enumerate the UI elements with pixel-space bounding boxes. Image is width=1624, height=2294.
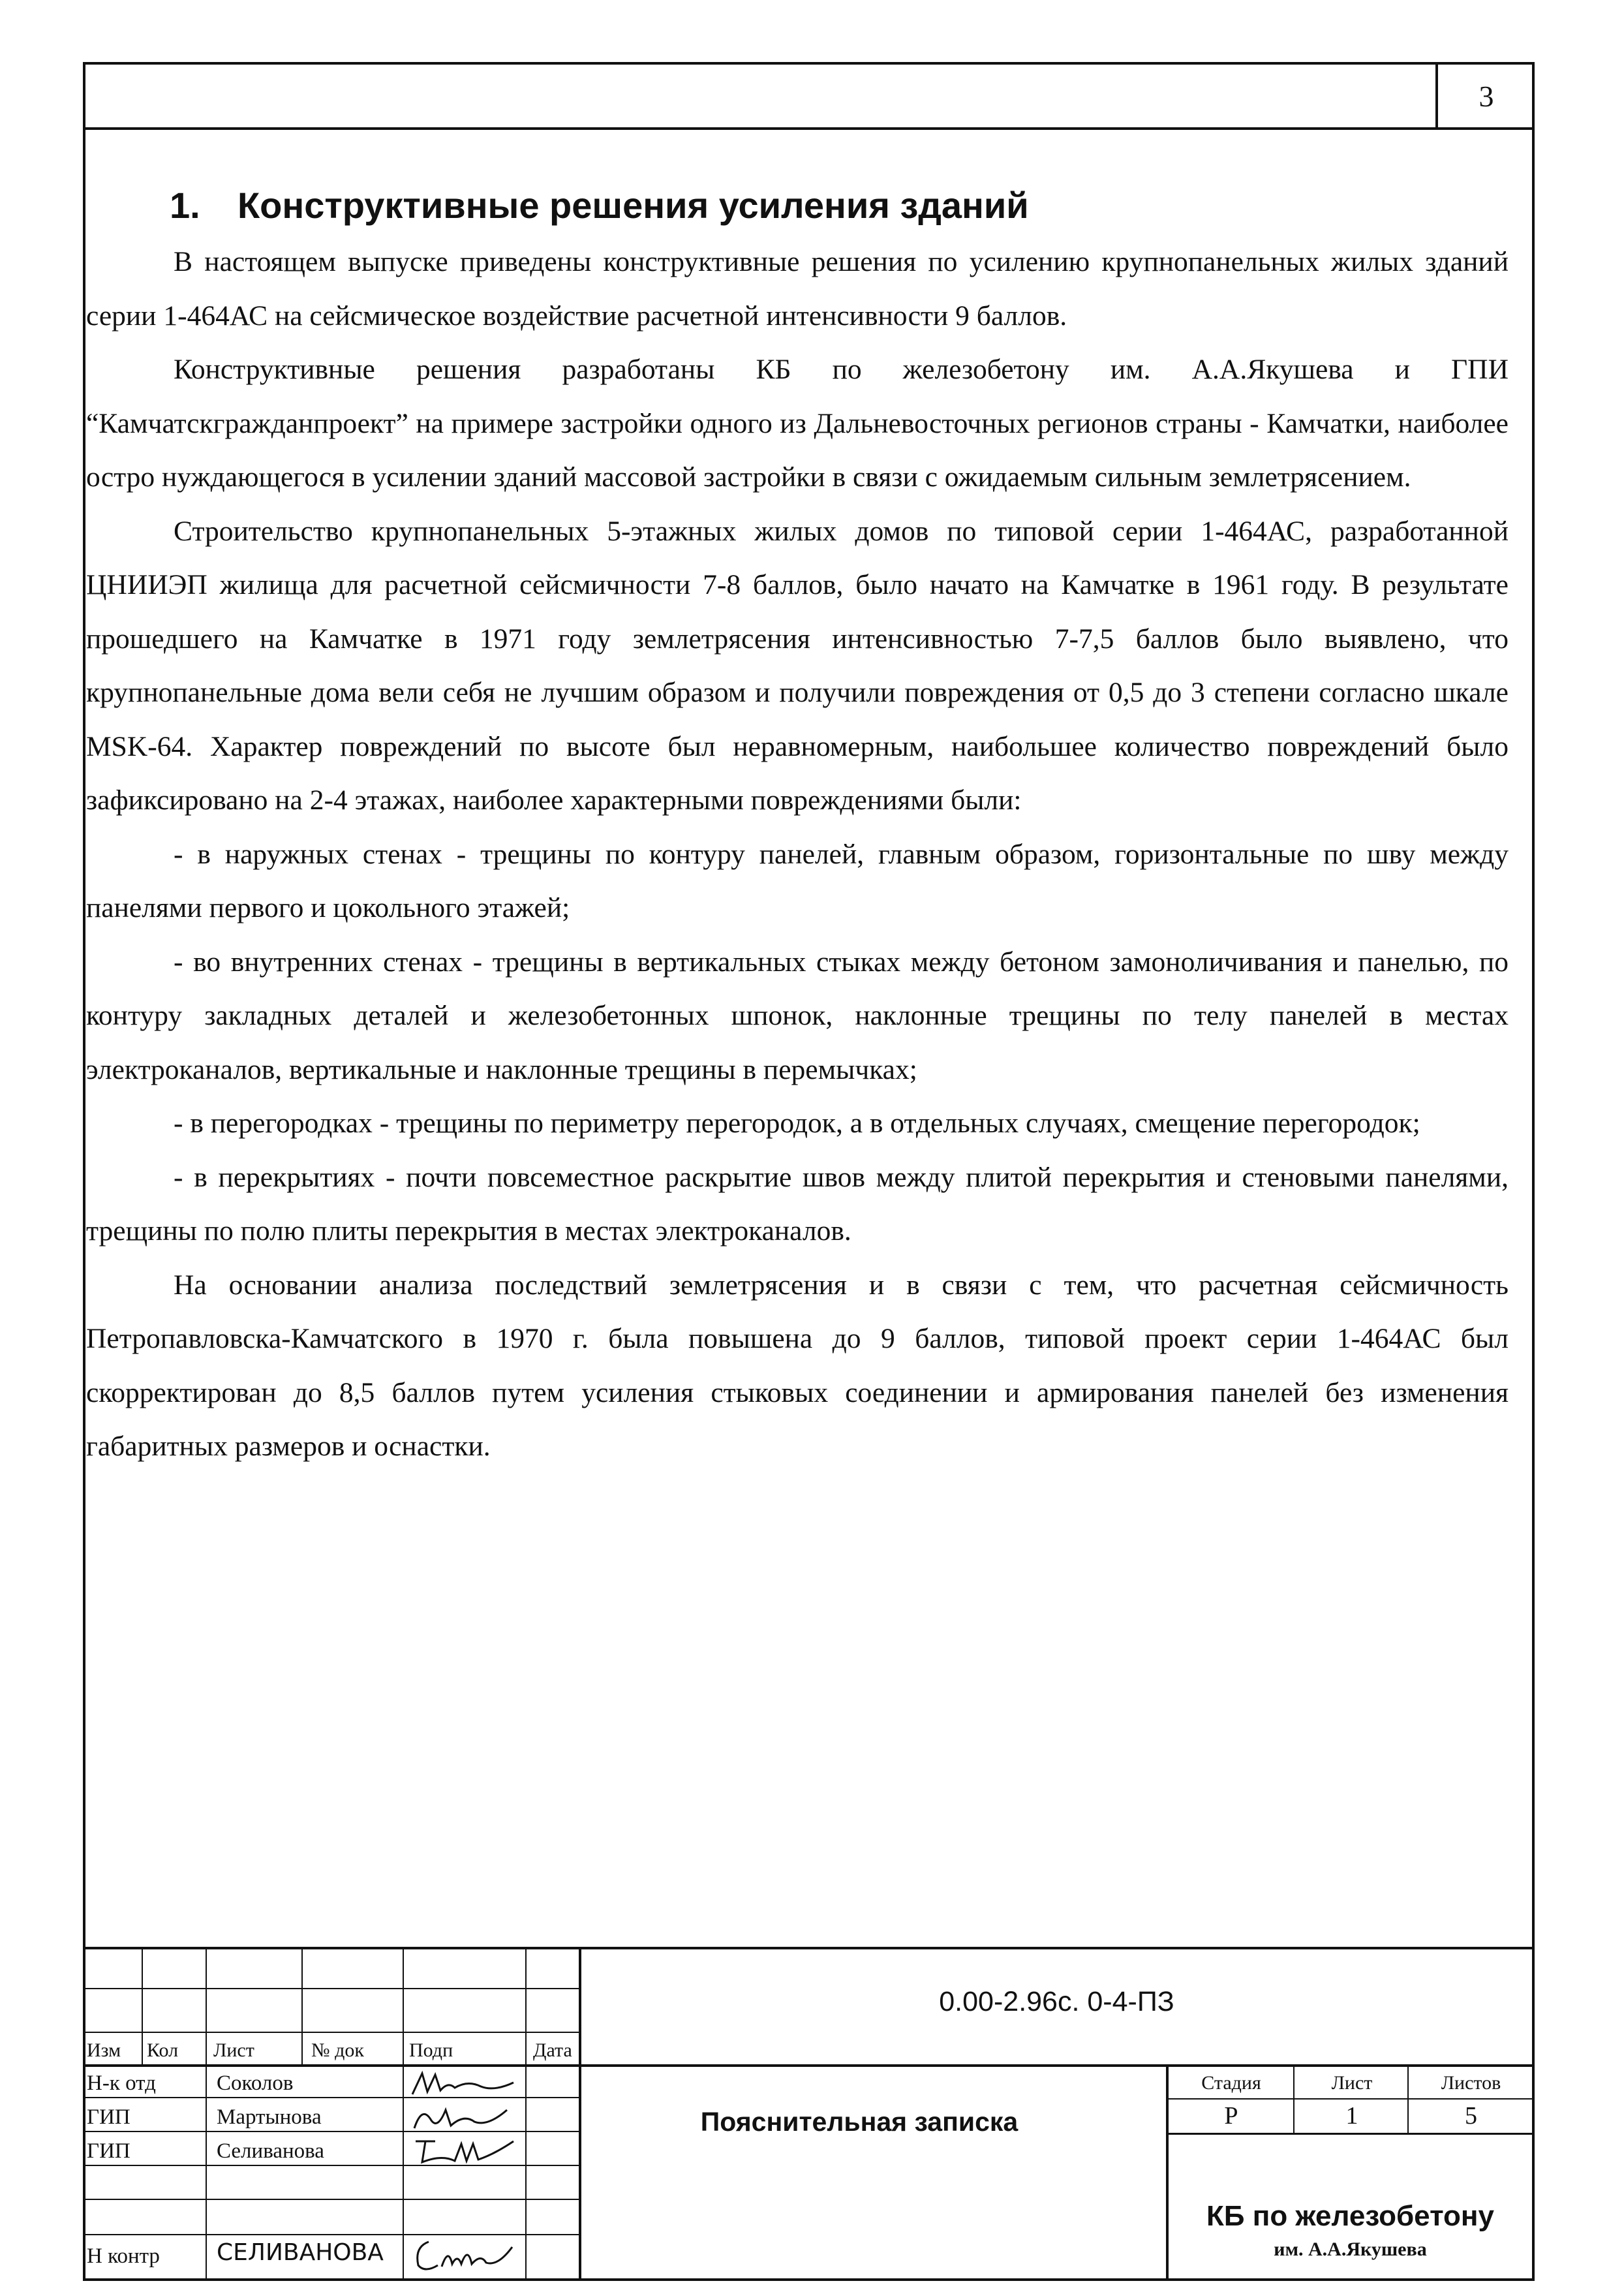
paragraph: - в перекрытиях - почти повсеместное раскрытие швов между плитой перекрытия и стеновыми панелями, трещины по полю плиты перекрытия в местах электроканалов. bbox=[86, 1161, 1509, 1247]
sheet-value: 1 bbox=[1345, 2102, 1358, 2130]
person-name: СЕЛИВАНОВА bbox=[217, 2239, 384, 2266]
tb-line bbox=[83, 2199, 579, 2200]
paragraph: Конструктивные решения разработаны КБ по железобетону им. А.А.Якушева и ГПИ “Камчатскгражданпроект” на примере застройки одного из Дальневосточных регионов страны - Камчатки, наиболее остро нуждающегося в усилении зданий массовой застройки в связи с ожидаемым сильным землетрясением. bbox=[86, 354, 1509, 493]
person-name: Селиванова bbox=[217, 2139, 324, 2163]
stage-label: Стадия bbox=[1201, 2072, 1261, 2094]
tb-line bbox=[525, 1947, 527, 2281]
tb-line bbox=[403, 1947, 404, 2281]
section-title: Конструктивные решения усиления зданий bbox=[237, 185, 1029, 226]
header-izm: Изм bbox=[87, 2039, 121, 2061]
sheets-value: 5 bbox=[1465, 2102, 1477, 2130]
organization-subtitle: им. А.А.Якушева bbox=[1274, 2239, 1427, 2260]
document-name: Пояснительная записка bbox=[700, 2107, 1019, 2137]
signature-image bbox=[409, 2068, 520, 2098]
tb-line bbox=[83, 1947, 1535, 1949]
tb-line bbox=[1166, 2098, 1535, 2100]
role-label: Н-к отд bbox=[87, 2071, 156, 2095]
header-rule bbox=[83, 127, 1535, 130]
paragraph: Строительство крупнопанельных 5-этажных жилых домов по типовой серии 1-464АС, разработанной ЦНИИЭП жилища для расчетной сейсмичности 7-8 баллов, было начато на Камчатке в 1961 году. В результате прошедшего на Камчатке в 1971 году землетрясения интенсивностью 7-7,5 баллов было выявлено, что крупнопанельные дома вели себя не лучшим образом и получили повреждения от 0,5 до 3 степени согласно шкале MSK-64. Характер повреждений по высоте был неравномерным, наибольшее количество повреждений было зафиксировано на 2-4 этажах, наиболее характерными повреждениями были: bbox=[86, 515, 1509, 816]
signature-image bbox=[409, 2234, 520, 2277]
tb-line bbox=[83, 2064, 1535, 2067]
sheets-label: Листов bbox=[1441, 2072, 1501, 2094]
tb-line bbox=[1293, 2064, 1295, 2133]
paragraph: - в наружных стенах - трещины по контуру панелей, главным образом, горизонтальные по шву между панелями первого и цокольного этажей; bbox=[86, 838, 1509, 923]
paragraph: - в перегородках - трещины по периметру перегородок, а в отдельных случаях, смещение перегородок; bbox=[174, 1108, 1420, 1139]
tb-line bbox=[1166, 2133, 1535, 2135]
organization-name: КБ по железобетону bbox=[1206, 2200, 1494, 2232]
person-name: Мартынова bbox=[217, 2105, 322, 2129]
tb-line bbox=[301, 1947, 303, 2064]
role-label: ГИП bbox=[87, 2139, 130, 2163]
title-block bbox=[83, 1947, 1535, 2281]
paragraph: В настоящем выпуске приведены конструктивные решения по усилению крупнопанельных жилых зданий серии 1-464АС на сейсмическое воздействие расчетной интенсивности 9 баллов. bbox=[86, 246, 1509, 332]
tb-line bbox=[83, 2032, 579, 2033]
header-data: Дата bbox=[533, 2039, 572, 2061]
stage-value: Р bbox=[1224, 2102, 1238, 2130]
tb-line bbox=[206, 1947, 207, 2281]
sheet-label: Лист bbox=[1331, 2072, 1373, 2094]
page-number: 3 bbox=[1435, 62, 1535, 130]
document-code: 0.00-2.96с. 0-4-ПЗ bbox=[939, 1986, 1174, 2017]
signature-image bbox=[409, 2101, 520, 2132]
header-podp: Подп bbox=[409, 2039, 453, 2061]
role-label: ГИП bbox=[87, 2105, 130, 2129]
section-heading bbox=[170, 176, 1520, 235]
tb-line bbox=[83, 1988, 579, 1989]
document-body bbox=[85, 176, 1520, 1474]
header-ndok: № док bbox=[311, 2039, 364, 2061]
tb-line bbox=[142, 1947, 143, 2064]
paragraph: - во внутренних стенах - трещины в вертикальных стыках между бетоном замоноличивания и панелью, по контуру закладных деталей и железобетонных шпонок, наклонные трещины по телу панелей в местах электроканалов, вертикальные и наклонные трещины в перемычках; bbox=[86, 946, 1509, 1085]
header-list: Лист bbox=[213, 2039, 254, 2061]
section-number: 1. bbox=[170, 185, 200, 226]
header-kol: Кол bbox=[147, 2039, 179, 2061]
tb-line bbox=[1407, 2064, 1409, 2133]
role-label: Н контр bbox=[87, 2244, 160, 2268]
paragraph: На основании анализа последствий землетрясения и в связи с тем, что расчетная сейсмичность Петропавловска-Камчатского в 1970 г. была повышена до 9 баллов, типовой проект серии 1-464АС был скорректирован до 8,5 баллов путем усиления стыковых соединении и армирования панелей без изменения габаритных размеров и оснастки. bbox=[86, 1269, 1509, 1462]
signature-image bbox=[409, 2135, 520, 2166]
person-name: Соколов bbox=[217, 2071, 294, 2095]
